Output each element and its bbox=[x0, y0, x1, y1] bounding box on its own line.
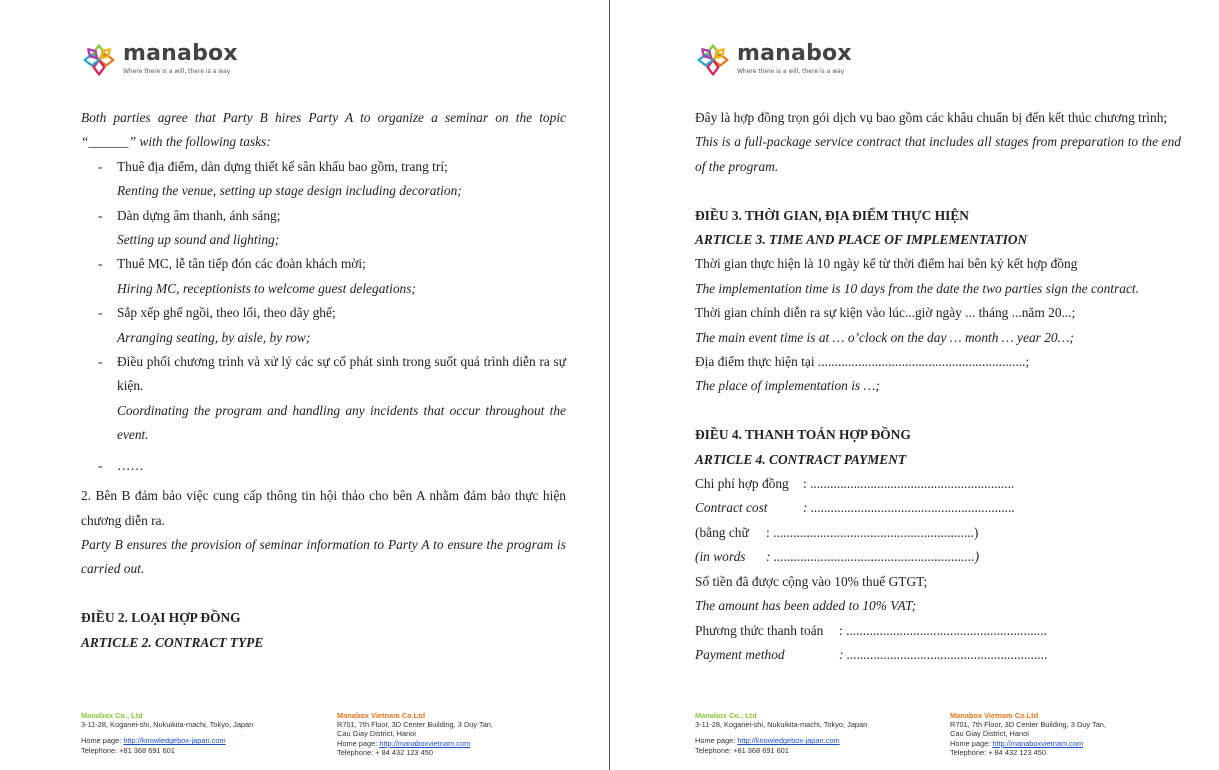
in-words-en-row bbox=[695, 545, 1181, 569]
footer-japan-office bbox=[695, 711, 867, 755]
task-vi: Dàn dựng âm thanh, ánh sáng; bbox=[117, 207, 281, 223]
payment-method-vi-row bbox=[695, 619, 1181, 643]
in-words-en-value: : ............................................................) bbox=[766, 549, 980, 565]
brand-tagline: Where there is a will, there is a way bbox=[123, 68, 231, 75]
article-3-heading-vi: ĐIỀU 3. THỜI GIAN, ĐỊA ĐIỂM THỰC HIỆN bbox=[695, 207, 969, 223]
article-2-heading-vi: ĐIỀU 2. LOẠI HỢP ĐỒNG bbox=[81, 610, 241, 626]
in-words-vi-row bbox=[695, 521, 1181, 545]
brand-name: manabox bbox=[123, 41, 238, 66]
a3-line: Thời gian thực hiện là 10 ngày kể từ thời điểm hai bên ký kết hợp đồng bbox=[695, 256, 1078, 272]
task-vi: Thuê MC, lễ tân tiếp đón các đoàn khách mời; bbox=[117, 256, 366, 272]
contract-type-en: This is a full-package service contract that includes all stages from preparation to the end of the program. bbox=[695, 134, 1181, 174]
payment-method-en-value: : ............................................................ bbox=[839, 646, 1048, 662]
footer-vn-address-2: Cau Giay District, Hanoi bbox=[337, 729, 416, 739]
article-3-heading-en: ARTICLE 3. TIME AND PLACE OF IMPLEMENTATION bbox=[695, 232, 1028, 248]
manabox-logo-icon bbox=[695, 42, 731, 78]
right-page-body bbox=[695, 106, 1181, 667]
footer-vn-address-1: R701, 7th Floor, 3D Center Building, 3 Duy Tan, bbox=[337, 720, 493, 730]
intro-paragraph: Both parties agree that Party B hires Party A to organize a seminar on the topic “______” with the following tasks: bbox=[81, 110, 566, 150]
in-words-vi-label: (bằng chữ bbox=[695, 524, 749, 540]
footer-vn-address-1: R701, 7th Floor, 3D Center Building, 3 Duy Tan, bbox=[950, 720, 1106, 730]
footer-vn-homepage-link[interactable]: http://manaboxvietnam.com bbox=[992, 738, 1084, 748]
article-2-heading-en: ARTICLE 2. CONTRACT TYPE bbox=[81, 634, 264, 650]
contract-cost-vi-row bbox=[695, 472, 1181, 496]
task-item bbox=[81, 155, 566, 204]
footer-vn-company: Manabox Vietnam Co.Ltd bbox=[950, 711, 1039, 720]
contract-cost-vi-value: : ............................................................. bbox=[803, 476, 1015, 492]
footer-vietnam-office bbox=[337, 711, 493, 757]
footer-jp-address: 3-11-28, Koganei-shi, Nukuikita-machi, Tokyo, Japan bbox=[695, 720, 868, 730]
footer-jp-address: 3-11-28, Koganei-shi, Nukuikita-machi, Tokyo, Japan bbox=[81, 720, 254, 730]
footer-vn-address-2: Cau Giay District, Hanoi bbox=[950, 729, 1029, 739]
contract-cost-en-row bbox=[695, 496, 1181, 520]
vat-note-en: The amount has been added to 10% VAT; bbox=[695, 598, 917, 614]
task-en: Coordinating the program and handling any incidents that occur throughout the event. bbox=[117, 402, 566, 443]
task-en: Arranging seating, by aisle, by row; bbox=[117, 329, 311, 345]
article-4-heading-vi: ĐIỀU 4. THANH TOÁN HỢP ĐỒNG bbox=[695, 427, 911, 443]
footer-jp-company: Manabox Co., Ltd bbox=[81, 711, 143, 720]
task-item bbox=[81, 350, 566, 448]
in-words-vi-value: : ............................................................) bbox=[766, 524, 979, 540]
task-item bbox=[81, 204, 566, 253]
task-vi: Thuê địa điểm, dàn dựng thiết kế sân khấu bao gồm, trang trí; bbox=[117, 158, 448, 174]
bullet-dash: - bbox=[98, 354, 103, 370]
payment-method-en-label: Payment method bbox=[695, 646, 785, 662]
footer-vn-phone: Telephone: + 84 432 123 450 bbox=[950, 747, 1046, 757]
footer-vn-homepage: Home page: http://manaboxvietnam.com bbox=[950, 738, 1084, 748]
task-item bbox=[81, 301, 566, 350]
a3-line: Địa điểm thực hiện tại ..............................................................; bbox=[695, 354, 1030, 370]
contract-cost-en-label: Contract cost bbox=[695, 500, 768, 516]
footer-jp-phone: Telephone: +81 368 691 601 bbox=[81, 745, 175, 755]
clause-2-vi: 2. Bên B đảm bảo việc cung cấp thông tin hội thảo cho bên A nhằm đảm bảo thực hiện chương diễn ra. bbox=[81, 488, 566, 528]
a3-line: Thời gian chính diễn ra sự kiện vào lúc...giờ ngày ... tháng ...năm 20...; bbox=[695, 305, 1076, 321]
task-en: Hiring MC, receptionists to welcome guest delegations; bbox=[117, 280, 416, 296]
left-page-body bbox=[81, 106, 566, 655]
task-item bbox=[81, 252, 566, 301]
footer-vn-company: Manabox Vietnam Co.Ltd bbox=[337, 711, 426, 720]
payment-method-vi-label: Phương thức thanh toán bbox=[695, 622, 824, 638]
manabox-logo-icon bbox=[81, 42, 117, 78]
footer-vn-homepage-link[interactable]: http://manaboxvietnam.com bbox=[379, 738, 471, 748]
footer-jp-phone: Telephone: +81 368 691 601 bbox=[695, 745, 789, 755]
bullet-dash: - bbox=[98, 457, 103, 473]
task-vi: Điều phối chương trình và xử lý các sự cố phát sinh trong suốt quá trình diễn ra sự kiện. bbox=[117, 354, 566, 394]
article-4-heading-en: ARTICLE 4. CONTRACT PAYMENT bbox=[695, 451, 907, 467]
contract-type-vi: Đây là hợp đồng trọn gói dịch vụ bao gồm các khâu chuẩn bị đến kết thúc chương trình; bbox=[695, 110, 1168, 125]
footer-jp-company: Manabox Co., Ltd bbox=[695, 711, 757, 720]
clause-2-en: Party B ensures the provision of seminar information to Party A to ensure the program is carried out. bbox=[81, 536, 566, 577]
bullet-dash: - bbox=[98, 158, 103, 174]
payment-method-en-row bbox=[695, 643, 1181, 667]
task-en: Renting the venue, setting up stage design including decoration; bbox=[117, 183, 462, 199]
manabox-logo bbox=[81, 42, 238, 78]
brand-tagline: Where there is a will, there is a way bbox=[737, 68, 845, 75]
document-page-right bbox=[610, 0, 1219, 770]
manabox-logo bbox=[695, 42, 852, 78]
brand-name: manabox bbox=[737, 41, 852, 66]
task-vi: Sắp xếp ghế ngồi, theo lối, theo dãy ghế; bbox=[117, 305, 336, 321]
footer-vn-phone: Telephone: + 84 432 123 450 bbox=[337, 747, 433, 757]
footer-jp-homepage-link[interactable]: http://knowledgebox-japan.com bbox=[737, 736, 840, 746]
footer-vietnam-office bbox=[950, 711, 1106, 757]
footer-vn-homepage: Home page: http://manaboxvietnam.com bbox=[337, 738, 471, 748]
in-words-en-label: (in words bbox=[695, 549, 746, 565]
contract-cost-vi-label: Chi phí hợp đồng bbox=[695, 476, 789, 492]
a3-line: The implementation time is 10 days from the date the two parties sign the contract. bbox=[695, 280, 1139, 296]
bullet-dash: - bbox=[98, 256, 103, 272]
a3-line: The main event time is at … o’clock on the day … month … year 20…; bbox=[695, 329, 1074, 345]
document-page-left bbox=[0, 0, 609, 770]
footer-japan-office bbox=[81, 711, 253, 755]
footer-jp-homepage-link[interactable]: http://knowledgebox-japan.com bbox=[123, 736, 226, 746]
vat-note-vi: Số tiền đã được cộng vào 10% thuế GTGT; bbox=[695, 573, 928, 589]
task-en: Setting up sound and lighting; bbox=[117, 232, 280, 248]
bullet-dash: - bbox=[98, 207, 103, 223]
task-item-ellipsis bbox=[81, 454, 566, 478]
payment-method-vi-value: : ............................................................ bbox=[839, 622, 1047, 638]
task-ellipsis: …… bbox=[117, 457, 144, 473]
footer-jp-homepage: Home page: http://knowledgebox-japan.com bbox=[81, 736, 226, 746]
bullet-dash: - bbox=[98, 305, 103, 321]
footer-jp-homepage: Home page: http://knowledgebox-japan.com bbox=[695, 736, 840, 746]
contract-cost-en-value: : ............................................................. bbox=[803, 500, 1016, 516]
a3-line: The place of implementation is …; bbox=[695, 378, 880, 394]
